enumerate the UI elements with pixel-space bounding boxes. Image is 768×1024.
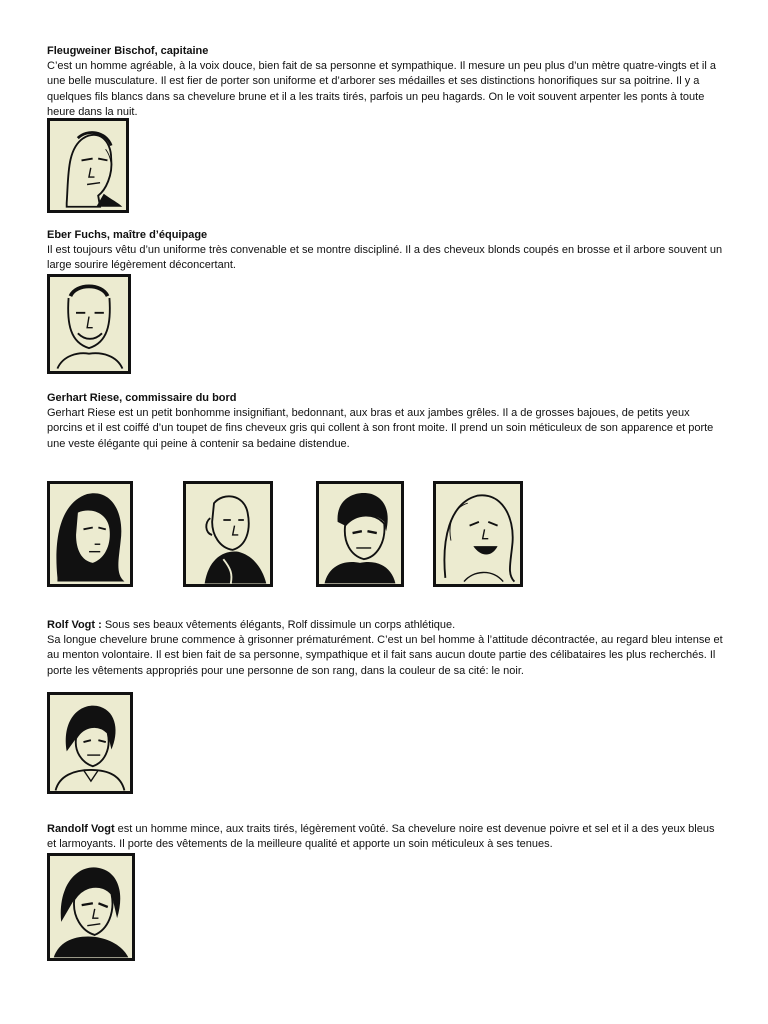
portrait-fleugweiner [47,118,129,213]
portrait-illustration [50,695,130,791]
character-name: Eber Fuchs, maître d’équipage [47,229,208,241]
portrait-rolf [47,692,133,794]
portrait-dark-man [316,481,404,587]
character-rolf [47,618,725,679]
character-description-with-name [47,822,725,852]
portrait-illustration [50,277,128,371]
portrait-illustration [50,484,130,584]
character-description: est un homme mince, aux traits tirés, légèrement voûté. Sa chevelure noire est devenue poivre et sel et il a des yeux bleus et larmoyants. Il porte des vêtements de la meilleure qualité et apporte un soin méticuleux à ses tenues. [47,823,715,851]
portrait-randolf [47,853,135,961]
portrait-illustration [319,484,401,584]
character-description: Sa longue chevelure brune commence à grisonner prématurément. C’est un bel homme à l’attitude décontractée, au regard bleu intense et au menton volontaire. Il est bien fait de sa personne, sympathique et il fait sans aucun doute partie des célibataires les plus recherchés. Il porte les vêtements appropriés pour une personne de son rang, dans la couleur de sa cité: le noir. [47,634,723,677]
character-name: Randolf Vogt [47,823,115,835]
portrait-bald-man [183,481,273,587]
portrait-illustration [50,121,126,210]
portrait-illustration [186,484,270,584]
character-description: Gerhart Riese est un petit bonhomme insignifiant, bedonnant, aux bras et aux jambes grêles. Il a de grosses bajoues, de petits yeux porcins et il est coiffé d’un toupet de fins cheveux gris qui collent à son front moite. Il prend un soin méticuleux de son apparence et porte une veste élégante qui peine à contenir sa bedaine distendue. [47,407,714,450]
portrait-illustration [50,856,132,958]
character-name: Fleugweiner Bischof, capitaine [47,45,209,57]
portrait-illustration [436,484,520,584]
character-randolf [47,822,725,852]
character-description: Il est toujours vêtu d’un uniforme très convenable et se montre discipliné. Il a des cheveux blonds coupés en brosse et il arbore souvent un large sourire légèrement déconcertant. [47,244,723,272]
character-fleugweiner [47,44,725,120]
character-name: Rolf Vogt : [47,619,102,631]
character-description: C’est un homme agréable, à la voix douce, bien fait de sa personne et sympathique. Il mesure un peu plus d’un mètre quatre-vingts et il a une belle musculature. Il est fier de porter son uniforme et d’arborer ses médailles et ses distinctions honorifiques sur sa poitrine. Il y a quelques fils blancs dans sa chevelure brune et il a les traits tirés, parfois un peu hagards. On le voit souvent arpenter les ponts à toute heure dans la nuit. [47,60,716,118]
portrait-eber [47,274,131,374]
character-eber [47,228,725,274]
character-intro: Sous ses beaux vêtements élégants, Rolf dissimule un corps athlétique. [101,619,456,631]
portrait-woman-dark-hair [47,481,133,587]
character-name: Gerhart Riese, commissaire du bord [47,392,237,404]
character-heading [47,618,725,633]
character-gerhart [47,391,725,452]
portrait-smiling-woman [433,481,523,587]
